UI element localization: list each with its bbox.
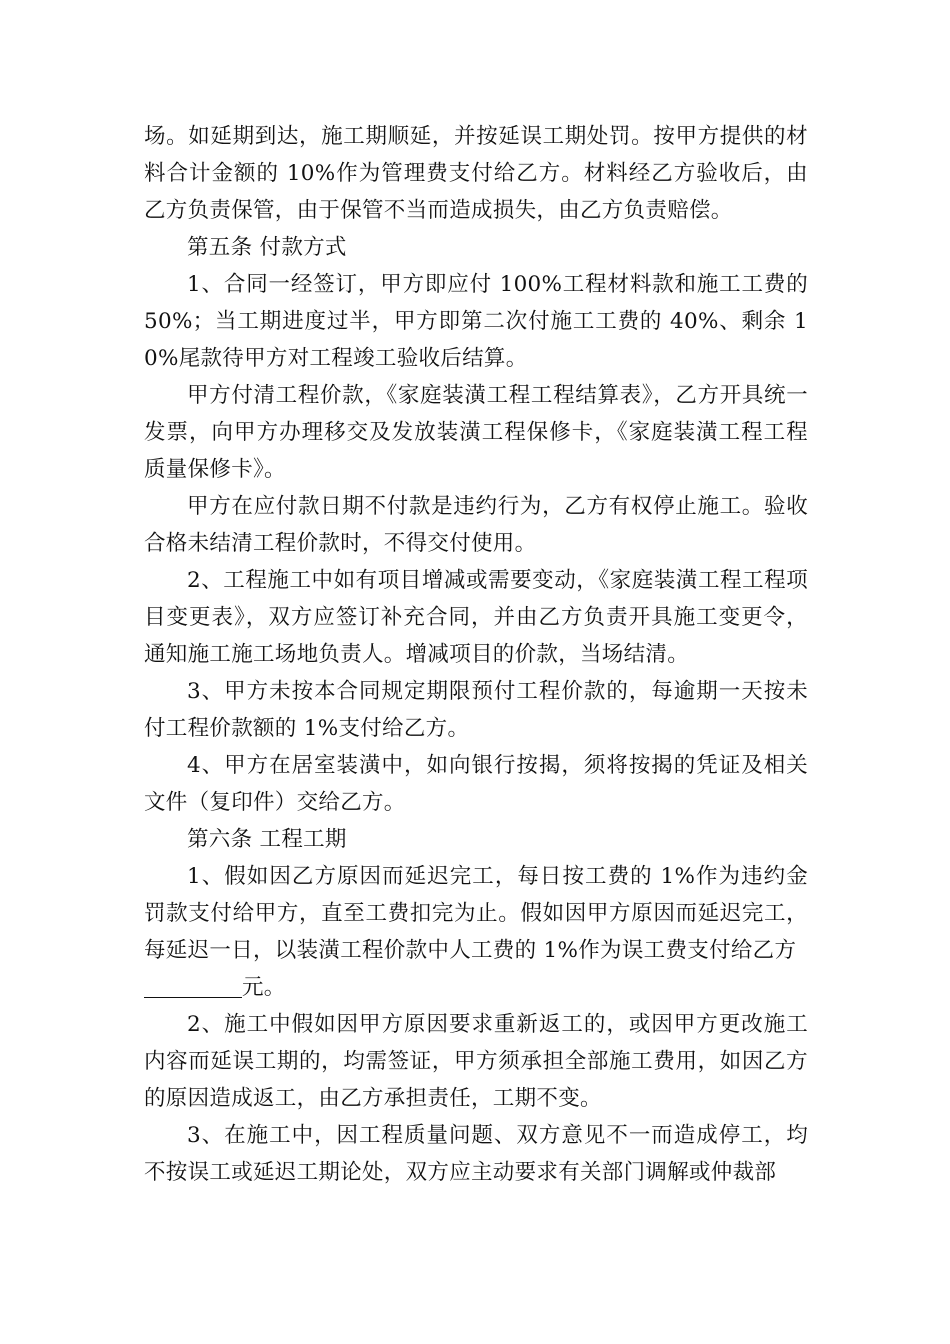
paragraph-payment-2: 2、工程施工中如有项目增减或需要变动，《家庭装潢工程工程项目变更表》，双方应签订补充合同，并由乙方负责开具施工变更令，通知施工施工场地负责人。增减项目的价款，当场结清。	[144, 568, 808, 667]
paragraph-schedule-1-suffix: 元。	[242, 975, 286, 1000]
paragraph-payment-1: 1、合同一经签订，甲方即应付 100%工程材料款和施工工费的 50%；当工期进度过半，甲方即第二次付施工工费的 40%、剩余 10%尾款待甲方对工程竣工验收后结算。	[144, 272, 808, 371]
fill-in-blank-line[interactable]	[144, 975, 242, 998]
paragraph-payment-4: 4、甲方在居室装潢中，如向银行按揭，须将按揭的凭证及相关文件（复印件）交给乙方。	[144, 753, 808, 815]
paragraph-materials-continued: 场。如延期到达，施工期顺延，并按延误工期处罚。按甲方提供的材料合计金额的 10%作为管理费支付给乙方。材料经乙方验收后，由乙方负责保管，由于保管不当而造成损失，由乙方负责赔偿。	[144, 124, 808, 223]
section-heading-article-6: 第六条 工程工期	[187, 827, 347, 852]
paragraph-schedule-2: 2、施工中假如因甲方原因要求重新返工的，或因甲方更改施工内容而延误工期的，均需签证，甲方须承担全部施工费用，如因乙方的原因造成返工，由乙方承担责任，工期不变。	[144, 1012, 808, 1111]
paragraph-payment-3: 3、甲方未按本合同规定期限预付工程价款的，每逾期一天按未付工程价款额的 1%支付给乙方。	[144, 679, 808, 741]
paragraph-schedule-1	[144, 858, 808, 1006]
document-page	[144, 118, 808, 1191]
section-heading-article-5: 第五条 付款方式	[187, 235, 347, 260]
paragraph-schedule-3: 3、在施工中，因工程质量问题、双方意见不一而造成停工，均不按误工或延迟工期论处，双方应主动要求有关部门调解或仲裁部	[144, 1123, 808, 1185]
paragraph-payment-settlement: 甲方付清工程价款，《家庭装潢工程工程结算表》，乙方开具统一发票，向甲方办理移交及发放装潢工程保修卡，《家庭装潢工程工程质量保修卡》。	[144, 383, 808, 482]
paragraph-payment-default: 甲方在应付款日期不付款是违约行为，乙方有权停止施工。验收合格未结清工程价款时，不得交付使用。	[144, 494, 808, 556]
paragraph-schedule-1-text: 1、假如因乙方原因而延迟完工，每日按工费的 1%作为违约金罚款支付给甲方，直至工费扣完为止。假如因甲方原因而延迟完工，每延迟一日，以装潢工程价款中人工费的 1%作为误工费支付给乙方	[144, 864, 808, 963]
